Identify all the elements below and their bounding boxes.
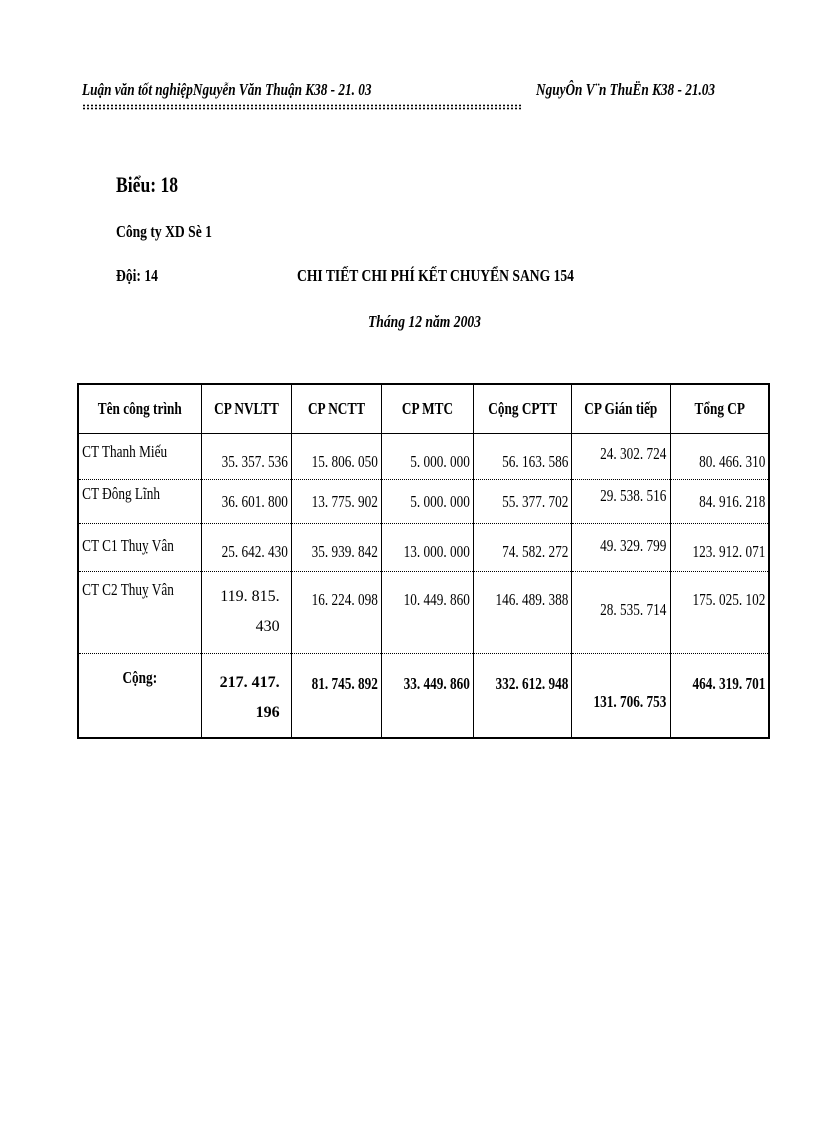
- column-header: CP NVLTT: [201, 384, 291, 434]
- cp-mtc-cell: 5. 000. 000: [381, 480, 473, 524]
- tong-cp-cell: 84. 916. 218: [670, 480, 769, 524]
- cp-nctt-cell: 13. 775. 902: [291, 480, 381, 524]
- total-tong-cp-cell: 464. 319. 701: [670, 654, 769, 738]
- total-label-cell: Cộng:: [78, 654, 201, 738]
- period-label: Tháng 12 năm 2003: [368, 312, 481, 331]
- cong-cptt-cell: 146. 489. 388: [473, 572, 572, 654]
- total-cp-mtc-cell: 33. 449. 860: [381, 654, 473, 738]
- company-name: Công ty XD Sè 1: [116, 222, 212, 241]
- cp-mtc-cell: 5. 000. 000: [381, 434, 473, 480]
- project-name-cell: CT Đông Lĩnh: [78, 480, 201, 524]
- dotted-separator: [82, 104, 522, 110]
- total-cp-gian-tiep-cell: 131. 706. 753: [572, 654, 671, 738]
- tong-cp-cell: 175. 025. 102: [670, 572, 769, 654]
- cp-nctt-cell: 15. 806. 050: [291, 434, 381, 480]
- cp-gian-tiep-cell: 24. 302. 724: [572, 434, 671, 480]
- cp-gian-tiep-cell: 28. 535. 714: [572, 572, 671, 654]
- cp-nvltt-cell: 119. 815. 430: [201, 572, 291, 654]
- document-title: CHI TIẾT CHI PHÍ KẾT CHUYỂN SANG 154: [297, 266, 574, 285]
- table-header-row: [78, 384, 769, 434]
- column-header: Tổng CP: [670, 384, 769, 434]
- total-cong-cptt-cell: 332. 612. 948: [473, 654, 572, 738]
- column-header: CP MTC: [381, 384, 473, 434]
- cong-cptt-cell: 74. 582. 272: [473, 524, 572, 572]
- cp-nctt-cell: 35. 939. 842: [291, 524, 381, 572]
- table-row: [78, 524, 769, 572]
- table-row: [78, 434, 769, 480]
- project-name-cell: CT C2 Thuỵ Vân: [78, 572, 201, 654]
- cong-cptt-cell: 56. 163. 586: [473, 434, 572, 480]
- total-row: [78, 654, 769, 738]
- cost-table: [77, 383, 770, 739]
- tong-cp-cell: 123. 912. 071: [670, 524, 769, 572]
- cp-mtc-cell: 10. 449. 860: [381, 572, 473, 654]
- column-header: CP Gián tiếp: [572, 384, 671, 434]
- cp-nvltt-cell: 25. 642. 430: [201, 524, 291, 572]
- column-header: CP NCTT: [291, 384, 381, 434]
- header-left: Luận văn tốt nghiệpNguyễn Văn Thuận K38 - 21. 03: [82, 80, 372, 99]
- table-row: [78, 480, 769, 524]
- cp-nvltt-cell: 35. 357. 536: [201, 434, 291, 480]
- cp-mtc-cell: 13. 000. 000: [381, 524, 473, 572]
- cong-cptt-cell: 55. 377. 702: [473, 480, 572, 524]
- form-number: Biểu: 18: [116, 172, 179, 197]
- column-header: Cộng CPTT: [473, 384, 572, 434]
- tong-cp-cell: 80. 466. 310: [670, 434, 769, 480]
- cp-nvltt-cell: 36. 601. 800: [201, 480, 291, 524]
- header-right: NguyÔn V¨n ThuËn K38 - 21.03: [536, 80, 716, 99]
- project-name-cell: CT Thanh Miếu: [78, 434, 201, 480]
- project-name-cell: CT C1 Thuỵ Vân: [78, 524, 201, 572]
- team-number: Đội: 14: [116, 266, 158, 285]
- cp-gian-tiep-cell: 49. 329. 799: [572, 524, 671, 572]
- column-header: Tên công trình: [78, 384, 201, 434]
- cp-gian-tiep-cell: 29. 538. 516: [572, 480, 671, 524]
- total-cp-nvltt-cell: 217. 417. 196: [201, 654, 291, 738]
- total-cp-nctt-cell: 81. 745. 892: [291, 654, 381, 738]
- cp-nctt-cell: 16. 224. 098: [291, 572, 381, 654]
- table-row: [78, 572, 769, 654]
